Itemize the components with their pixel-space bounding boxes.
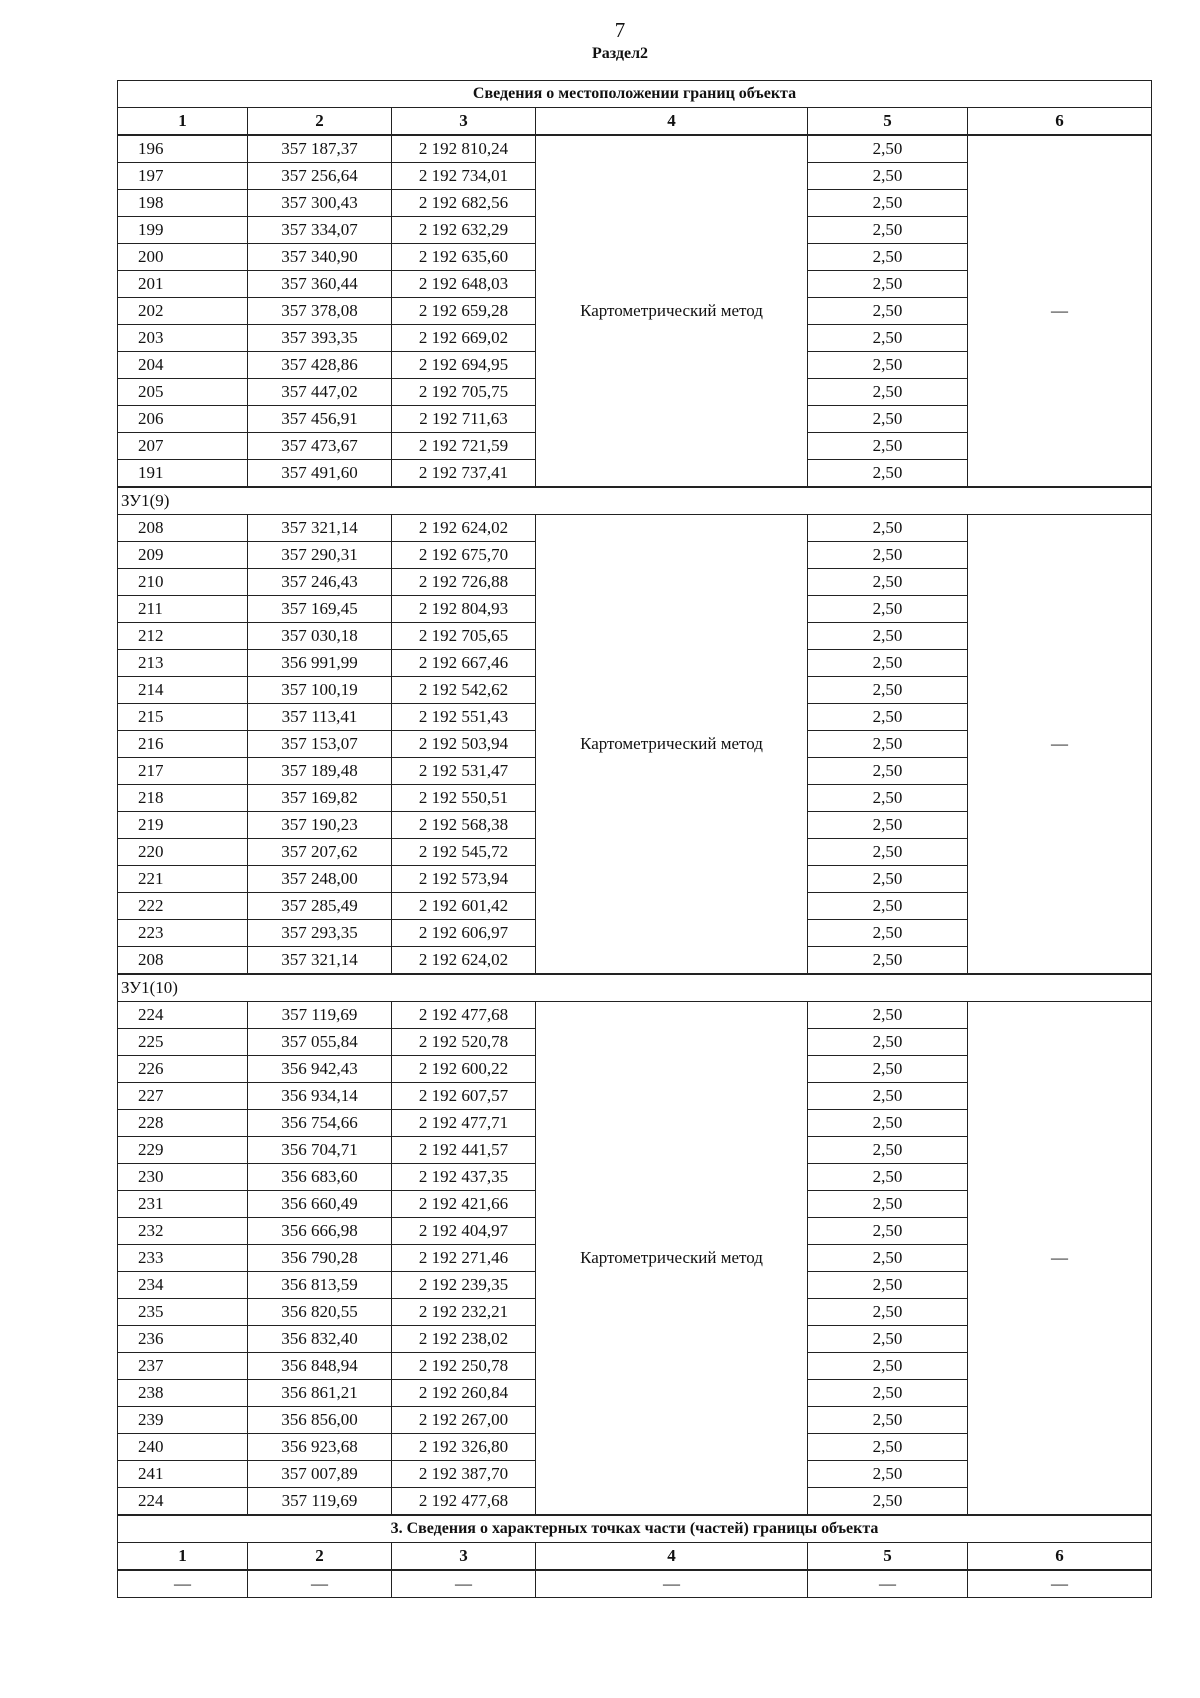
accuracy-value: 2,50: [808, 1326, 968, 1353]
accuracy-value: 2,50: [808, 1272, 968, 1299]
table-title-row: [118, 81, 1152, 108]
accuracy-value: 2,50: [808, 163, 968, 190]
column-header: 2: [248, 108, 392, 136]
coord-y: 2 192 238,02: [392, 1326, 536, 1353]
accuracy-value: 2,50: [808, 1029, 968, 1056]
point-number: 208: [118, 515, 248, 542]
description-cell: —: [968, 1002, 1152, 1516]
coord-y: 2 192 737,41: [392, 460, 536, 488]
point-number: 208: [118, 947, 248, 975]
part-column-header: 6: [968, 1543, 1152, 1571]
coord-y: 2 192 726,88: [392, 569, 536, 596]
coord-x: 357 456,91: [248, 406, 392, 433]
coord-y: 2 192 477,68: [392, 1002, 536, 1029]
coord-y: 2 192 667,46: [392, 650, 536, 677]
coord-x: 357 153,07: [248, 731, 392, 758]
point-number: 217: [118, 758, 248, 785]
point-number: 210: [118, 569, 248, 596]
coord-y: 2 192 606,97: [392, 920, 536, 947]
coord-y: 2 192 648,03: [392, 271, 536, 298]
coord-y: 2 192 804,93: [392, 596, 536, 623]
point-number: 209: [118, 542, 248, 569]
part-title: 3. Сведения о характерных точках части (частей) границы объекта: [118, 1515, 1152, 1543]
coord-x: 357 473,67: [248, 433, 392, 460]
coord-y: 2 192 550,51: [392, 785, 536, 812]
coord-y: 2 192 624,02: [392, 515, 536, 542]
accuracy-value: 2,50: [808, 1002, 968, 1029]
coord-y: 2 192 441,57: [392, 1137, 536, 1164]
table-row: [118, 1002, 1152, 1029]
coord-x: 356 991,99: [248, 650, 392, 677]
coord-x: 357 119,69: [248, 1488, 392, 1516]
point-number: 234: [118, 1272, 248, 1299]
point-number: 239: [118, 1407, 248, 1434]
coord-x: 356 660,49: [248, 1191, 392, 1218]
accuracy-value: 2,50: [808, 1137, 968, 1164]
accuracy-value: 2,50: [808, 704, 968, 731]
accuracy-value: 2,50: [808, 731, 968, 758]
accuracy-value: 2,50: [808, 677, 968, 704]
column-header: 3: [392, 108, 536, 136]
point-number: 213: [118, 650, 248, 677]
accuracy-value: 2,50: [808, 920, 968, 947]
coord-x: 357 256,64: [248, 163, 392, 190]
coord-y: 2 192 404,97: [392, 1218, 536, 1245]
coord-x: 356 861,21: [248, 1380, 392, 1407]
group-label: ЗУ1(10): [118, 974, 1152, 1002]
coord-x: 357 113,41: [248, 704, 392, 731]
accuracy-value: 2,50: [808, 1488, 968, 1516]
accuracy-value: 2,50: [808, 325, 968, 352]
point-number: 211: [118, 596, 248, 623]
coord-x: 356 754,66: [248, 1110, 392, 1137]
coord-y: 2 192 503,94: [392, 731, 536, 758]
group-label: ЗУ1(9): [118, 487, 1152, 515]
coord-x: 357 340,90: [248, 244, 392, 271]
accuracy-value: 2,50: [808, 190, 968, 217]
coord-x: 356 942,43: [248, 1056, 392, 1083]
method-cell: Картометрический метод: [536, 135, 808, 487]
column-header: 6: [968, 108, 1152, 136]
coord-x: 356 856,00: [248, 1407, 392, 1434]
accuracy-value: 2,50: [808, 298, 968, 325]
group-label-row: [118, 974, 1152, 1002]
coord-y: 2 192 659,28: [392, 298, 536, 325]
point-number: 229: [118, 1137, 248, 1164]
accuracy-value: 2,50: [808, 1434, 968, 1461]
accuracy-value: 2,50: [808, 1191, 968, 1218]
column-header: 5: [808, 108, 968, 136]
accuracy-value: 2,50: [808, 866, 968, 893]
accuracy-value: 2,50: [808, 785, 968, 812]
point-number: 232: [118, 1218, 248, 1245]
accuracy-value: 2,50: [808, 1056, 968, 1083]
boundary-coordinates-table: [117, 80, 1152, 1598]
accuracy-value: 2,50: [808, 596, 968, 623]
point-number: 238: [118, 1380, 248, 1407]
part-cell: —: [118, 1570, 248, 1598]
point-number: 228: [118, 1110, 248, 1137]
coord-x: 356 923,68: [248, 1434, 392, 1461]
point-number: 212: [118, 623, 248, 650]
part-column-header: 5: [808, 1543, 968, 1571]
part-title-row: [118, 1515, 1152, 1543]
coord-x: 357 393,35: [248, 325, 392, 352]
coord-y: 2 192 600,22: [392, 1056, 536, 1083]
part-row: [118, 1570, 1152, 1598]
coord-y: 2 192 810,24: [392, 135, 536, 163]
point-number: 200: [118, 244, 248, 271]
point-number: 230: [118, 1164, 248, 1191]
coord-y: 2 192 624,02: [392, 947, 536, 975]
coord-y: 2 192 520,78: [392, 1029, 536, 1056]
coord-x: 357 207,62: [248, 839, 392, 866]
coord-x: 356 683,60: [248, 1164, 392, 1191]
coord-y: 2 192 387,70: [392, 1461, 536, 1488]
accuracy-value: 2,50: [808, 569, 968, 596]
coord-x: 357 169,82: [248, 785, 392, 812]
point-number: 221: [118, 866, 248, 893]
coord-y: 2 192 477,71: [392, 1110, 536, 1137]
accuracy-value: 2,50: [808, 1461, 968, 1488]
coord-y: 2 192 573,94: [392, 866, 536, 893]
point-number: 201: [118, 271, 248, 298]
method-cell: Картометрический метод: [536, 515, 808, 975]
coord-x: 356 934,14: [248, 1083, 392, 1110]
coord-y: 2 192 632,29: [392, 217, 536, 244]
coord-x: 357 447,02: [248, 379, 392, 406]
coord-x: 357 321,14: [248, 947, 392, 975]
point-number: 205: [118, 379, 248, 406]
coord-y: 2 192 734,01: [392, 163, 536, 190]
point-number: 224: [118, 1488, 248, 1516]
coord-y: 2 192 568,38: [392, 812, 536, 839]
point-number: 231: [118, 1191, 248, 1218]
accuracy-value: 2,50: [808, 1218, 968, 1245]
accuracy-value: 2,50: [808, 1353, 968, 1380]
accuracy-value: 2,50: [808, 1245, 968, 1272]
coord-y: 2 192 705,65: [392, 623, 536, 650]
accuracy-value: 2,50: [808, 352, 968, 379]
section-title: Раздел2: [591, 45, 649, 62]
coord-x: 357 055,84: [248, 1029, 392, 1056]
part-column-header: 2: [248, 1543, 392, 1571]
coord-y: 2 192 635,60: [392, 244, 536, 271]
coord-y: 2 192 682,56: [392, 190, 536, 217]
coord-x: 356 704,71: [248, 1137, 392, 1164]
part-column-header: 3: [392, 1543, 536, 1571]
accuracy-value: 2,50: [808, 542, 968, 569]
point-number: 237: [118, 1353, 248, 1380]
accuracy-value: 2,50: [808, 515, 968, 542]
coord-y: 2 192 250,78: [392, 1353, 536, 1380]
coord-x: 357 187,37: [248, 135, 392, 163]
point-number: 215: [118, 704, 248, 731]
accuracy-value: 2,50: [808, 1380, 968, 1407]
coord-y: 2 192 545,72: [392, 839, 536, 866]
point-number: 219: [118, 812, 248, 839]
point-number: 223: [118, 920, 248, 947]
coord-x: 356 790,28: [248, 1245, 392, 1272]
part-column-header-row: [118, 1543, 1152, 1571]
coord-x: 357 190,23: [248, 812, 392, 839]
point-number: 226: [118, 1056, 248, 1083]
coord-y: 2 192 711,63: [392, 406, 536, 433]
point-number: 218: [118, 785, 248, 812]
part-cell: —: [248, 1570, 392, 1598]
coord-y: 2 192 271,46: [392, 1245, 536, 1272]
coord-x: 357 246,43: [248, 569, 392, 596]
coord-y: 2 192 326,80: [392, 1434, 536, 1461]
coord-y: 2 192 551,43: [392, 704, 536, 731]
accuracy-value: 2,50: [808, 650, 968, 677]
point-number: 236: [118, 1326, 248, 1353]
accuracy-value: 2,50: [808, 947, 968, 975]
column-header: 4: [536, 108, 808, 136]
accuracy-value: 2,50: [808, 893, 968, 920]
coord-y: 2 192 421,66: [392, 1191, 536, 1218]
point-number: 204: [118, 352, 248, 379]
coord-x: 356 820,55: [248, 1299, 392, 1326]
point-number: 196: [118, 135, 248, 163]
coord-x: 357 428,86: [248, 352, 392, 379]
point-number: 225: [118, 1029, 248, 1056]
part-cell: —: [808, 1570, 968, 1598]
accuracy-value: 2,50: [808, 135, 968, 163]
point-number: 199: [118, 217, 248, 244]
accuracy-value: 2,50: [808, 623, 968, 650]
coord-y: 2 192 669,02: [392, 325, 536, 352]
part-cell: —: [968, 1570, 1152, 1598]
accuracy-value: 2,50: [808, 839, 968, 866]
coord-x: 357 030,18: [248, 623, 392, 650]
accuracy-value: 2,50: [808, 812, 968, 839]
coord-y: 2 192 721,59: [392, 433, 536, 460]
point-number: 235: [118, 1299, 248, 1326]
coord-y: 2 192 531,47: [392, 758, 536, 785]
point-number: 220: [118, 839, 248, 866]
coord-x: 356 813,59: [248, 1272, 392, 1299]
accuracy-value: 2,50: [808, 1299, 968, 1326]
table-row: [118, 135, 1152, 163]
coord-y: 2 192 694,95: [392, 352, 536, 379]
description-cell: —: [968, 515, 1152, 975]
column-header: 1: [118, 108, 248, 136]
coord-x: 357 169,45: [248, 596, 392, 623]
accuracy-value: 2,50: [808, 460, 968, 488]
accuracy-value: 2,50: [808, 433, 968, 460]
point-number: 227: [118, 1083, 248, 1110]
point-number: 241: [118, 1461, 248, 1488]
accuracy-value: 2,50: [808, 406, 968, 433]
coord-x: 357 100,19: [248, 677, 392, 704]
coord-y: 2 192 675,70: [392, 542, 536, 569]
point-number: 206: [118, 406, 248, 433]
point-number: 202: [118, 298, 248, 325]
table-title: Сведения о местоположении границ объекта: [118, 81, 1152, 108]
coord-x: 357 290,31: [248, 542, 392, 569]
coord-x: 357 334,07: [248, 217, 392, 244]
coord-x: 356 832,40: [248, 1326, 392, 1353]
coord-y: 2 192 437,35: [392, 1164, 536, 1191]
coord-x: 357 321,14: [248, 515, 392, 542]
accuracy-value: 2,50: [808, 217, 968, 244]
coord-y: 2 192 477,68: [392, 1488, 536, 1516]
part-cell: —: [392, 1570, 536, 1598]
coord-y: 2 192 542,62: [392, 677, 536, 704]
coord-x: 357 300,43: [248, 190, 392, 217]
coord-y: 2 192 607,57: [392, 1083, 536, 1110]
coord-x: 357 119,69: [248, 1002, 392, 1029]
column-header-row: [118, 108, 1152, 136]
point-number: 216: [118, 731, 248, 758]
accuracy-value: 2,50: [808, 244, 968, 271]
page-number: 7: [614, 18, 626, 42]
coord-y: 2 192 232,21: [392, 1299, 536, 1326]
coord-x: 357 378,08: [248, 298, 392, 325]
point-number: 203: [118, 325, 248, 352]
part-column-header: 1: [118, 1543, 248, 1571]
coord-x: 357 007,89: [248, 1461, 392, 1488]
point-number: 191: [118, 460, 248, 488]
group-label-row: [118, 487, 1152, 515]
point-number: 233: [118, 1245, 248, 1272]
coord-x: 357 248,00: [248, 866, 392, 893]
coord-x: 357 285,49: [248, 893, 392, 920]
coord-y: 2 192 260,84: [392, 1380, 536, 1407]
accuracy-value: 2,50: [808, 758, 968, 785]
coord-x: 356 848,94: [248, 1353, 392, 1380]
coord-y: 2 192 705,75: [392, 379, 536, 406]
point-number: 222: [118, 893, 248, 920]
point-number: 240: [118, 1434, 248, 1461]
point-number: 214: [118, 677, 248, 704]
coord-x: 357 189,48: [248, 758, 392, 785]
part-column-header: 4: [536, 1543, 808, 1571]
point-number: 207: [118, 433, 248, 460]
part-cell: —: [536, 1570, 808, 1598]
coord-x: 357 491,60: [248, 460, 392, 488]
coord-y: 2 192 267,00: [392, 1407, 536, 1434]
accuracy-value: 2,50: [808, 1407, 968, 1434]
coord-y: 2 192 239,35: [392, 1272, 536, 1299]
coord-x: 357 293,35: [248, 920, 392, 947]
coord-x: 357 360,44: [248, 271, 392, 298]
accuracy-value: 2,50: [808, 271, 968, 298]
point-number: 198: [118, 190, 248, 217]
coord-y: 2 192 601,42: [392, 893, 536, 920]
accuracy-value: 2,50: [808, 1164, 968, 1191]
coord-x: 356 666,98: [248, 1218, 392, 1245]
description-cell: —: [968, 135, 1152, 487]
point-number: 197: [118, 163, 248, 190]
accuracy-value: 2,50: [808, 1083, 968, 1110]
point-number: 224: [118, 1002, 248, 1029]
method-cell: Картометрический метод: [536, 1002, 808, 1516]
accuracy-value: 2,50: [808, 379, 968, 406]
table-row: [118, 515, 1152, 542]
accuracy-value: 2,50: [808, 1110, 968, 1137]
